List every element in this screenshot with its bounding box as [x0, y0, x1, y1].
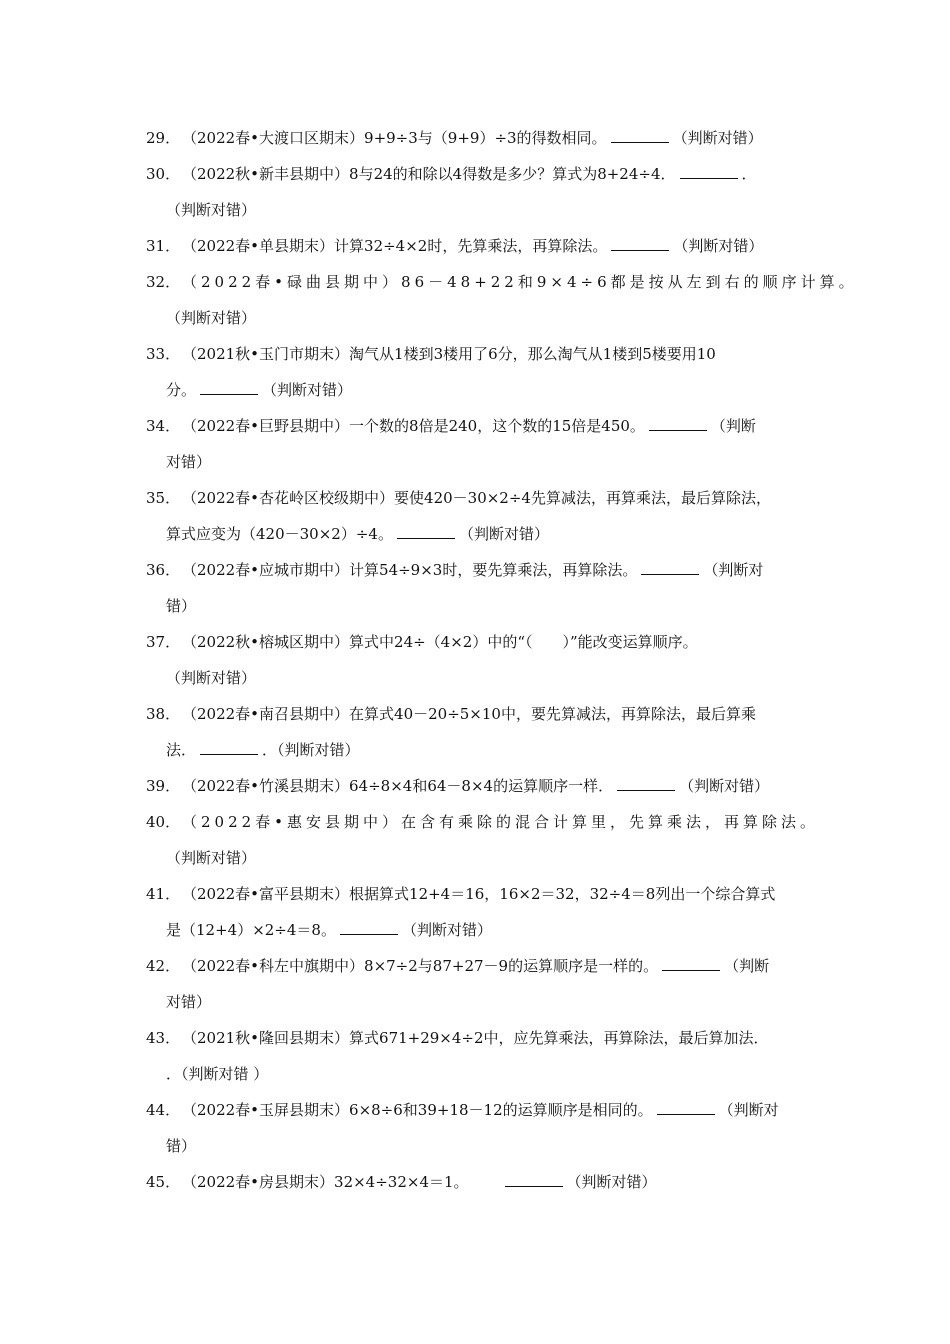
question-tail: （判断 — [710, 417, 756, 435]
answer-blank[interactable] — [397, 524, 455, 539]
question-continuation: ．（判断对错 ） — [166, 1065, 269, 1083]
question-list — [146, 120, 858, 1200]
question-text: （2022春•房县期末）32×4÷32×4＝1。 — [182, 1173, 469, 1191]
question-line — [146, 156, 816, 192]
question-text: （2022春•单县期末）计算32÷4×2时，先算乘法，再算除法。 — [182, 237, 608, 255]
answer-blank[interactable] — [611, 128, 669, 143]
question-number: 44． — [146, 1101, 181, 1119]
question-number: 31． — [146, 237, 181, 255]
question-continuation-line — [146, 516, 816, 552]
question-line — [146, 948, 816, 984]
question-38 — [146, 696, 816, 768]
question-43 — [146, 1020, 816, 1092]
question-text: （2022秋•新丰县期中）8与24的和除以4得数是多少？算式为8+24÷4． — [182, 165, 676, 183]
question-tail: （判断对错） — [566, 1173, 657, 1191]
question-line — [146, 1092, 816, 1128]
question-number: 29． — [146, 129, 181, 147]
question-line — [146, 1164, 816, 1200]
question-text: （2021秋•隆回县期末）算式671+29×4÷2中，应先算乘法，再算除法，最后算加法． — [182, 1029, 769, 1047]
question-line — [146, 408, 816, 444]
question-tail: （判断对错） — [672, 129, 763, 147]
question-continuation: （判断对错） — [166, 309, 257, 327]
answer-blank[interactable] — [611, 236, 669, 251]
question-number: 45． — [146, 1173, 181, 1191]
question-continuation: （判断对错） — [166, 669, 257, 687]
question-text: （2022春•应城市期中）计算54÷9×3时，要先算乘法，再算除法。 — [182, 561, 638, 579]
question-number: 33． — [146, 345, 181, 363]
question-line — [146, 804, 820, 840]
question-text: （2022春•杏花岭区校级期中）要使420－30×2÷4先算减法，再算乘法，最后算除法， — [182, 489, 771, 507]
question-text: （2022春•碌曲县期中）86－48+22和9×4÷6都是按从左到右的顺序计算。 — [182, 273, 858, 291]
question-tail: （判断对 — [718, 1101, 779, 1119]
question-number: 41． — [146, 885, 181, 903]
answer-blank[interactable] — [505, 1172, 563, 1187]
answer-blank[interactable] — [680, 164, 738, 179]
question-34 — [146, 408, 816, 480]
answer-blank[interactable] — [200, 380, 258, 395]
question-44 — [146, 1092, 816, 1164]
question-line — [146, 228, 816, 264]
question-37 — [146, 624, 816, 696]
question-line — [146, 624, 816, 660]
question-41 — [146, 876, 816, 948]
question-text: （2022秋•榕城区期中）算式中24÷（4×2）中的“（ ）”能改变运算顺序。 — [182, 633, 698, 651]
answer-blank[interactable] — [649, 416, 707, 431]
question-45 — [146, 1164, 816, 1200]
question-tail: ．（判断对错） — [262, 741, 360, 759]
question-continuation: （判断对错） — [166, 849, 257, 867]
question-30 — [146, 156, 816, 228]
question-tail: （判断对错） — [673, 237, 764, 255]
answer-blank[interactable] — [617, 776, 675, 791]
question-text: （2022春•竹溪县期末）64÷8×4和64－8×4的运算顺序一样． — [182, 777, 614, 795]
question-continuation: 分。 — [166, 381, 197, 399]
question-text: （2022春•玉屏县期末）6×8÷6和39+18－12的运算顺序是相同的。 — [182, 1101, 653, 1119]
question-31 — [146, 228, 816, 264]
question-number: 37． — [146, 633, 181, 651]
question-32 — [146, 264, 858, 336]
question-continuation-line — [146, 372, 816, 408]
question-tail: （判断对错） — [679, 777, 770, 795]
answer-blank[interactable] — [657, 1100, 715, 1115]
question-continuation-line — [146, 732, 816, 768]
question-text: （2022春•巨野县期中）一个数的8倍是240，这个数的15倍是450。 — [182, 417, 645, 435]
question-29 — [146, 120, 816, 156]
question-continuation: 算式应变为（420－30×2）÷4。 — [166, 525, 393, 543]
question-number: 39． — [146, 777, 181, 795]
question-line — [146, 876, 816, 912]
question-tail: （判断对错） — [262, 381, 353, 399]
question-line — [146, 768, 816, 804]
question-text: （2022春•大渡口区期末）9+9÷3与（9+9）÷3的得数相同。 — [182, 129, 607, 147]
question-number: 38． — [146, 705, 181, 723]
question-continuation: 是（12+4）×2÷4＝8。 — [166, 921, 336, 939]
question-number: 42． — [146, 957, 181, 975]
answer-blank[interactable] — [641, 560, 699, 575]
question-continuation: 对错） — [166, 453, 212, 471]
question-continuation: （判断对错） — [166, 201, 257, 219]
question-line — [146, 480, 816, 516]
question-number: 34． — [146, 417, 181, 435]
answer-blank[interactable] — [340, 920, 398, 935]
question-tail: ． — [741, 165, 757, 183]
question-text: （2021秋•玉门市期末）淘气从1楼到3楼用了6分，那么淘气从1楼到5楼要用10 — [182, 345, 716, 363]
question-continuation-line — [146, 912, 816, 948]
question-number: 32． — [146, 273, 181, 291]
question-tail: （判断对错） — [401, 921, 492, 939]
question-number: 35． — [146, 489, 181, 507]
question-40 — [146, 804, 820, 876]
question-number: 36． — [146, 561, 181, 579]
question-line — [146, 336, 816, 372]
question-36 — [146, 552, 816, 624]
question-tail: （判断对错） — [458, 525, 549, 543]
question-text: （2022春•惠安县期中）在含有乘除的混合计算里，先算乘法，再算除法。 — [182, 813, 820, 831]
question-continuation: 错） — [166, 1137, 197, 1155]
question-line — [146, 1020, 816, 1056]
question-line — [146, 552, 816, 588]
question-42 — [146, 948, 816, 1020]
question-tail: （判断 — [724, 957, 770, 975]
question-33 — [146, 336, 816, 408]
question-number: 40． — [146, 813, 181, 831]
question-39 — [146, 768, 816, 804]
question-35 — [146, 480, 816, 552]
question-number: 30． — [146, 165, 181, 183]
question-text: （2022春•科左中旗期中）8×7÷2与87+27－9的运算顺序是一样的。 — [182, 957, 659, 975]
question-text: （2022春•富平县期末）根据算式12+4＝16，16×2＝32，32÷4＝8列出一个综合算式 — [182, 885, 776, 903]
question-continuation: 错） — [166, 597, 197, 615]
question-tail: （判断对 — [703, 561, 764, 579]
question-text: （2022春•南召县期中）在算式40－20÷5×10中，要先算减法，再算除法，最后算乘 — [182, 705, 756, 723]
question-continuation: 对错） — [166, 993, 212, 1011]
question-continuation: 法． — [166, 741, 197, 759]
question-line — [146, 696, 816, 732]
question-line — [146, 264, 858, 300]
answer-blank[interactable] — [662, 956, 720, 971]
answer-blank[interactable] — [200, 740, 258, 755]
question-line — [146, 120, 816, 156]
question-number: 43． — [146, 1029, 181, 1047]
